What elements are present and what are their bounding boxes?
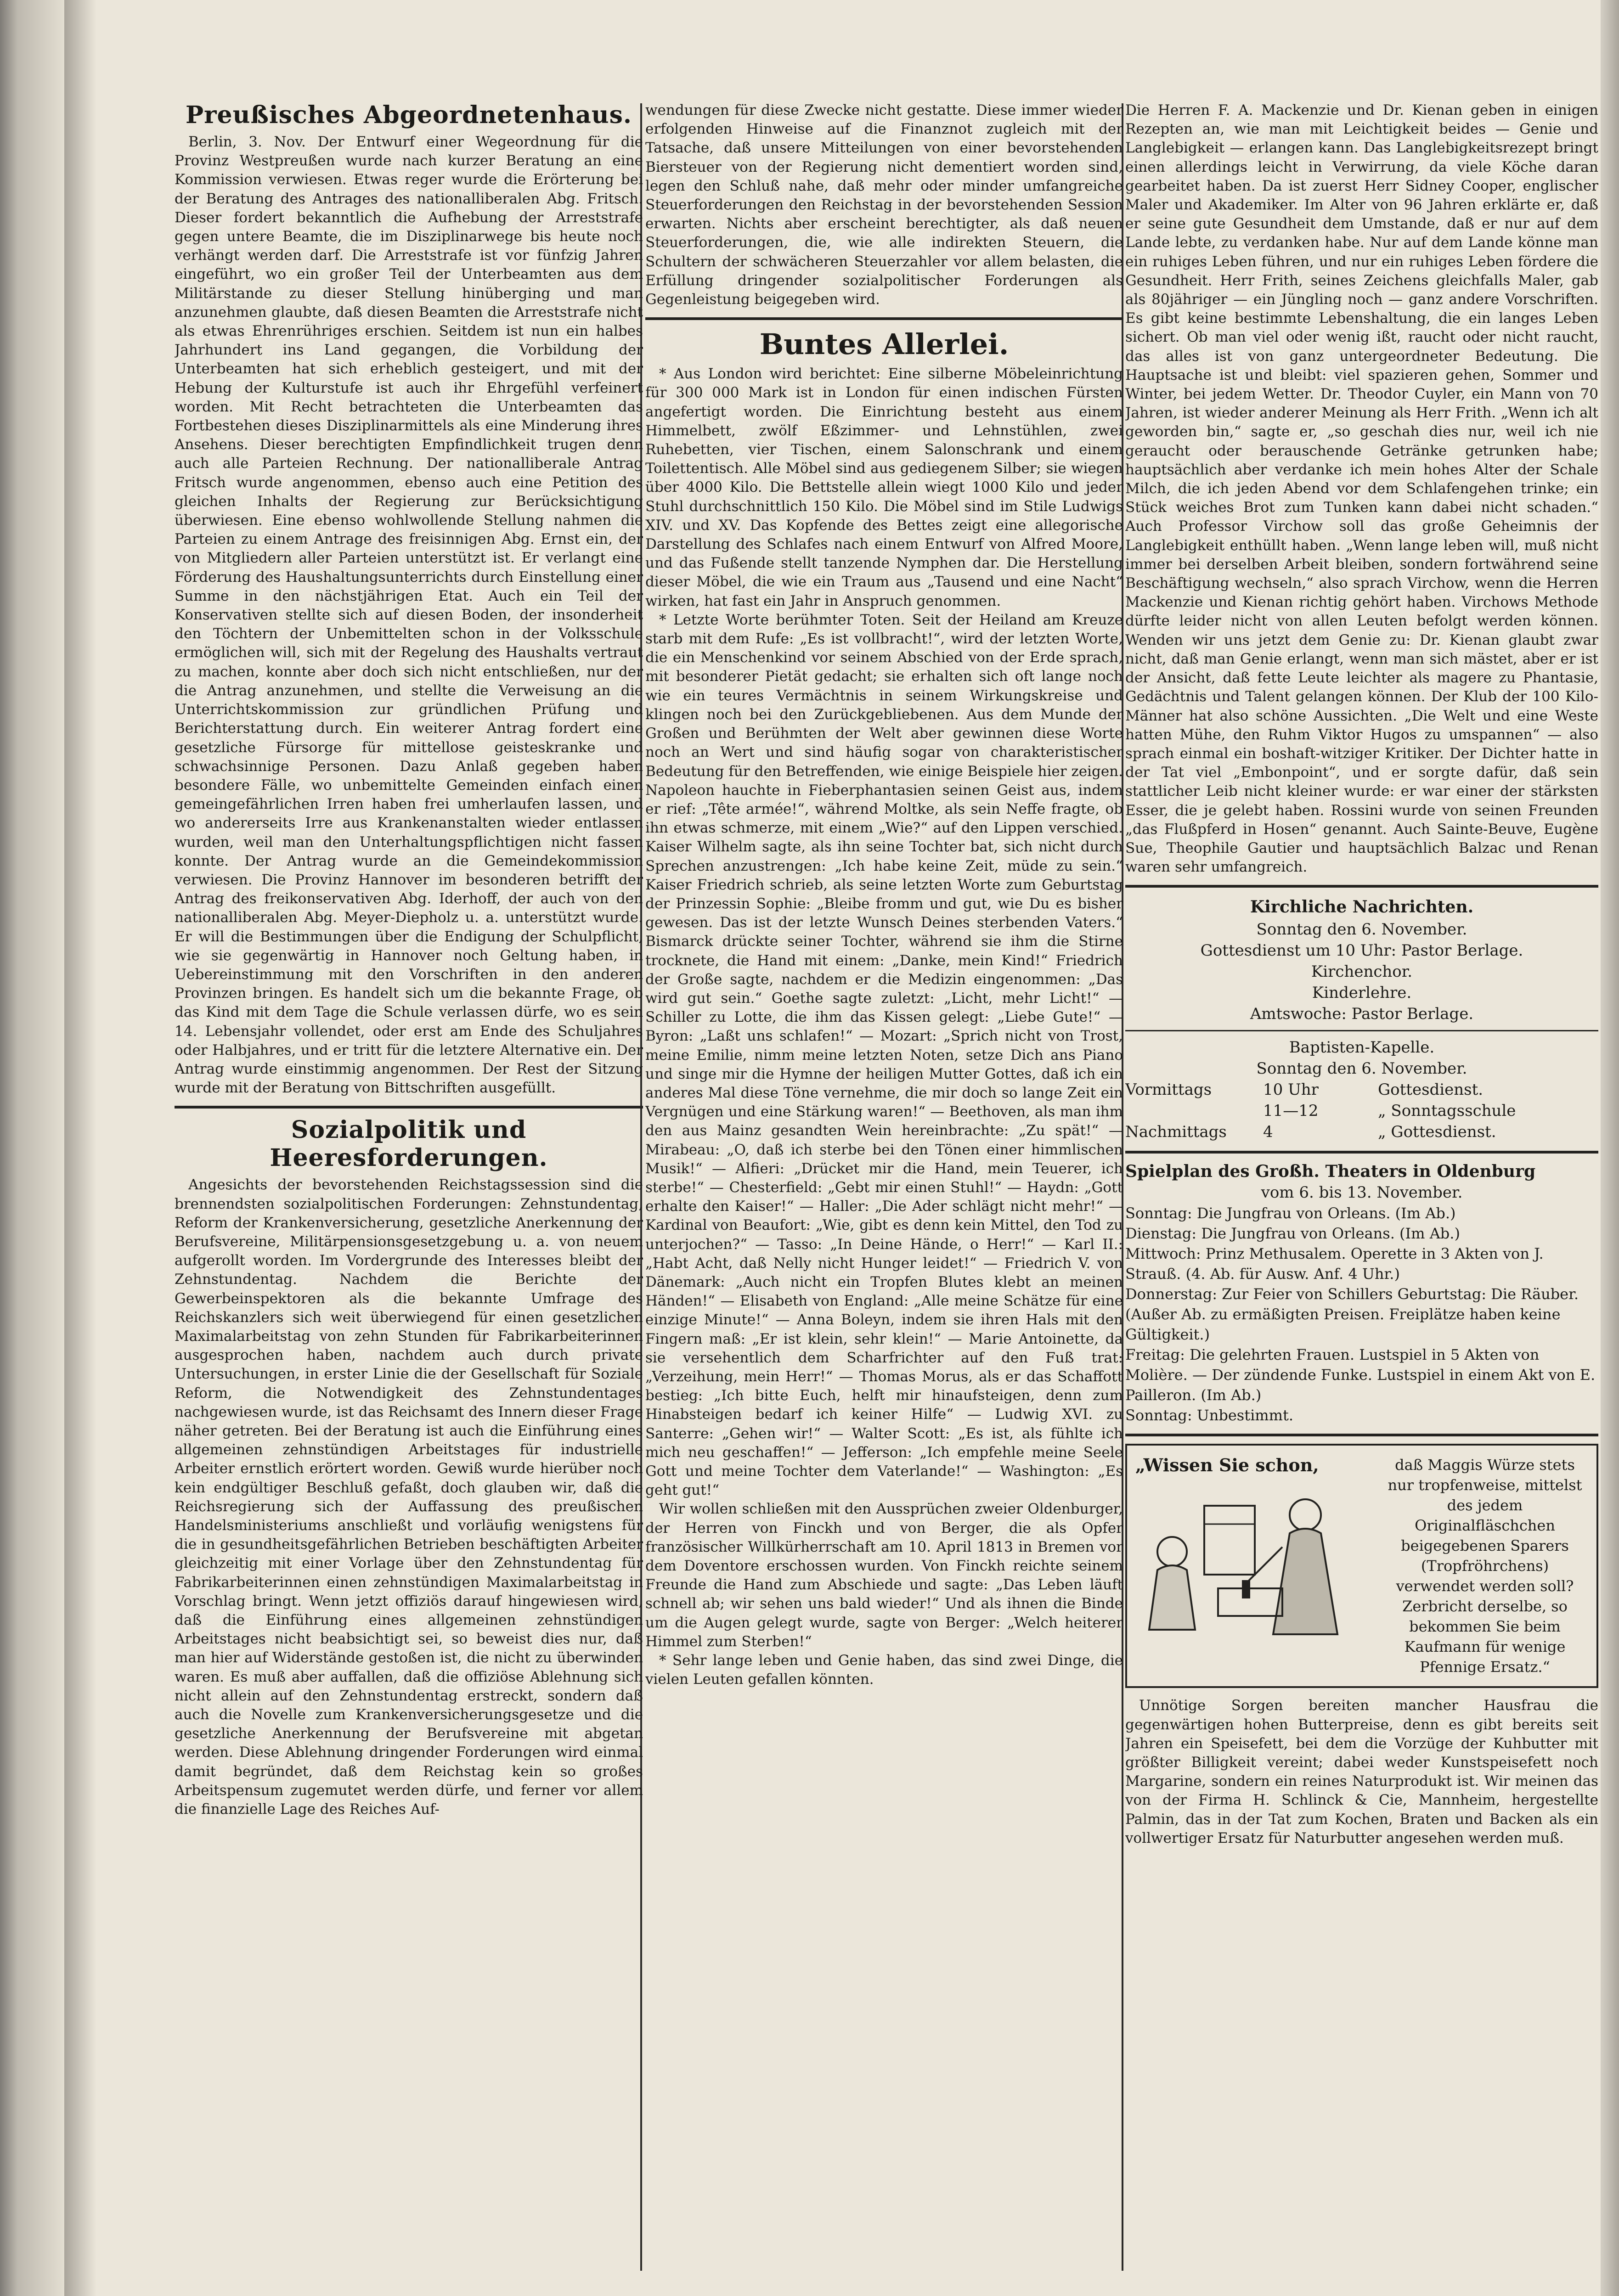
- section-divider: [645, 317, 1123, 320]
- article-continuation: wendungen für diese Zwecke nicht gestatte. Diese immer wieder erfolgenden Hinweise auf die Finanznot zugleich mit der Tatsache, daß unsere Mitteilungen von einer bevorstehenden Biersteuer von der Regierung nicht dementiert worden sind, legen den Schluß nahe, daß mehr oder minder umfangreiche Steuerforderungen den Reichstag in der bevorstehenden Session erwarten. Nichts aber erscheint berechtigter, als daß neuen Steuerforderungen, die, wie alle indirekten Steuern, die Schultern der schwächeren Steuerzahler vor allem belasten, die Erfüllung dringender sozialpolitischer Forderungen als Gegenleistung beigegeben wird.: [645, 102, 1123, 308]
- binding-shadow: [64, 0, 96, 2296]
- article-lange-leben: * Sehr lange leben und Genie haben, das sind zwei Dinge, die vielen Leuten gefallen könnten.: [645, 1652, 1123, 1688]
- section-divider: [1125, 885, 1598, 888]
- section-heading-abgeordnetenhaus: Preußisches Abgeordnetenhaus.: [186, 101, 632, 129]
- theatre-entry: Donnerstag: Zur Feier von Schillers Geburtstag: Die Räuber. (Außer Ab. zu ermäßigten Preisen. Freiplätze haben keine Gültigkeit.): [1125, 1285, 1579, 1344]
- article-oldenburger: Wir wollen schließen mit den Aussprüchen zweier Oldenburger, der Herren von Finckh und von Berger, die als Opfer französischer Willkürherrschaft am 10. April 1813 in Bremen vor dem Doventore erschossen wurden. Von Finckh reichte seinem Freunde die Hand zum Abschiede und sagte: „Das Leben läuft schnell ab; wir sehen uns bald wieder!“ Und als ihnen die Binde um die Augen gelegt wurde, sagte von Berger: „Welch heiterer Himmel zum Sterben!“: [645, 1501, 1123, 1650]
- section-heading-sozialpolitik: Sozialpolitik und Heeresforderungen.: [270, 1116, 548, 1172]
- theatre-entry: Sonntag: Unbestimmt.: [1125, 1407, 1294, 1424]
- section-heading-buntes-allerlei: Buntes Allerlei.: [759, 327, 1009, 361]
- baptist-row: Nachmittags 4 „ Gottesdienst.: [1125, 1123, 1496, 1142]
- column-1: [175, 101, 643, 2273]
- theatre-date-range: vom 6. bis 13. November.: [1261, 1183, 1463, 1202]
- advertisement-text: daß Maggis Würze stets nur tropfenweise, mittelst des jedem Originalfläschchen beigegebenen Sparers (Tropfröhrchens) verwendet werden soll? Zerbricht derselbe, so bekommen Sie beim Kaufmann für wenige Pfennige Ersatz.“: [1388, 1456, 1582, 1676]
- theatre-heading: Spielplan des Großh. Theaters in Oldenburg: [1125, 1162, 1536, 1182]
- church-service: Gottesdienst um 10 Uhr: Pastor Berlage.: [1200, 941, 1523, 960]
- theatre-entry: Freitag: Die gelehrten Frauen. Lustspiel in 5 Akten von Molière. — Der zündende Funke. Lustspiel in einem Akt von E. Pailleron. (Im Ab.): [1125, 1346, 1596, 1404]
- kitchen-scene-illustration: [1135, 1478, 1365, 1643]
- column-2: [645, 101, 1123, 2273]
- divider: [1125, 1030, 1598, 1031]
- advertisement-title: „Wissen Sie schon,: [1135, 1455, 1319, 1476]
- article-abgeordnetenhaus: Berlin, 3. Nov. Der Entwurf einer Wegeordnung für die Provinz Westpreußen wurde nach kurzer Beratung an eine Kommission verwiesen. Etwas reger wurde die Erörterung bei der Beratung des Antrages des nationalliberalen Abg. Fritsch. Dieser fordert bekanntlich die Aufhebung der Arreststrafe gegen untere Beamte, die im Disziplinarwege bis heute noch verhängt werden darf. Die Arreststrafe ist vor fünfzig Jahren eingeführt, wo ein großer Teil der Unterbeamten aus dem Militärstande zu dieser Stellung hinüberging und man anzunehmen glaubte, daß diesen Beamten die Arreststrafe nicht als etwas Ehrenrühriges erschien. Seitdem ist nun ein halbes Jahrhundert ins Land gegangen, die Vorbildung der Unterbeamten hat sich erheblich gesteigert, und mit der Hebung der Kulturstufe ist auch ihr Ehrgefühl verfeinert worden. Mit Recht betrachteten die Unterbeamten das Fortbestehen dieses Disziplinarmittels als eine Minderung ihres Ansehens. Dieser berechtigten Empfindlichkeit trugen denn auch alle Parteien Rechnung. Der nationalliberale Antrag Fritsch wurde angenommen, ebenso auch eine Petition des gleichen Inhalts der Regierung zur Berücksichtigung überwiesen. Eine ebenso wohlwollende Stellung nahmen die Parteien zu einem Antrage des freisinnigen Abg. Ernst ein, der von Mitgliedern aller Parteien unterstützt ist. Er verlangt eine Förderung des Haushaltungsunterrichts durch Einstellung einer Summe in den nächstjährigen Etat. Auch ein Teil der Konservativen stellte sich auf diesen Boden, der insonderheit den Töchtern der Unbemittelten schon in der Volksschule ermöglichen will, sich mit der Regelung des Haushalts vertraut zu machen, konnte aber doch sich nicht entschließen, nur der die Antrag anzunehmen, und stellte die Verweisung an die Unterrichtskommission zur gründlichen Prüfung und Berichterstattung durch. Ein weiterer Antrag fordert eine gesetzliche Fürsorge für mittellose geisteskranke und schwachsinnige Personen. Dazu Anlaß gegeben haben besondere Fälle, wo unbemittelte Gemeinden einfach einen gemeingefährlichen Irren haben frei umherlaufen lassen, und wo andererseits Irre aus Krankenanstalten wieder entlassen wurden, weil man den Unterhaltungspflichtigen nicht fassen konnte. Der Antrag wurde an die Gemeindekommission verwiesen. Die Provinz Hannover im besonderen betrifft der Antrag des freikonservativen Abg. Iderhoff, der auch von den nationalliberalen Abg. Meyer-Diepholz u. a. unterstützt wurde. Er will die Bestimmungen über die Endigung der Schulpflicht, wie sie gegenwärtig in Hannover noch Geltung haben, in Uebereinstimmung mit den Vorschriften in den anderen Provinzen bringen. Es handelt sich um die bekannte Frage, ob das Kind mit dem Tage die Schule verlassen dürfe, wo es sein 14. Lebensjahr vollendet, oder erst am Ende des Schuljahres oder Halbjahres, und er tritt für die letztere Alternative ein. Der Antrag wurde einstimmig angenommen. Der Rest der Sitzung wurde mit der Beratung von Bittschriften ausgefüllt.: [175, 134, 643, 1097]
- baptist-heading: Baptisten-Kapelle.: [1289, 1038, 1435, 1057]
- article-letzte-worte: * Letzte Worte berühmter Toten. Seit der Heiland am Kreuze starb mit dem Rufe: „Es ist vollbracht!“, wird der letzten Worte, die ein Menschenkind vor seinem Abschied von der Erde sprach, mit besonderer Pietät gedacht; sie erhalten sich oft lange noch wie ein teures Vermächtnis in seinem Wirkungskreise und klingen noch bei den Zurückgebliebenen. Aus dem Munde der Großen und Berühmten der Welt aber gewinnen diese Worte noch an Wert und sind häufig sogar von charakteristischer Bedeutung für den Betreffenden, wie einige Beispiele hier zeigen. Napoleon hauchte in Fieberphantasien seinen Geist aus, indem er rief: „Tête armée!“, während Moltke, als sein Neffe fragte, ob ihn etwas schmerze, mit einem „Wie?“ auf den Lippen verschied. Kaiser Wilhelm sagte, als ihn seine Tochter bat, sich nicht durch Sprechen anzustrengen: „Ich habe keine Zeit, müde zu sein.“ Kaiser Friedrich schrieb, als seine letzten Worte zum Geburtstag der Prinzessin Sophie: „Bleibe fromm und gut, wie Du es bisher gewesen. Das ist der letzte Wunsch Deines sterbenden Vaters.“ Bismarck drückte seiner Tochter, während sie ihm die Stirne trocknete, die Hand mit einem: „Danke, mein Kind!“ Friedrich der Große sagte, nachdem er die Medizin eingenommen: „Das wird gut sein.“ Goethe sagte zuletzt: „Licht, mehr Licht!“ — Schiller zu Lotte, die ihm das Kissen gelegt: „Liebe Gute!“ — Byron: „Laßt uns schlafen!“ — Mozart: „Sprich nicht von Trost, meine Emilie, nimm meine letzten Noten, setze Dich ans Piano und singe mir die Hymne der heiligen Mutter Gottes, daß ich ein anderes Mal diese Töne vernehme, die mir doch so lange Zeit ein Vergnügen und eine Stärkung waren!“ — Beethoven, als man ihm den aus Mainz gesandten Wein hereinbrachte: „Zu spät!“ — Mirabeau: „O, daß ich sterbe bei den Tönen einer himmlischen Musik!“ — Alfieri: „Drücket mir die Hand, mein Teuerer, ich sterbe!“ — Chesterfield: „Gebt mir einen Stuhl!“ — Haydn: „Gott erhalte den Kaiser!“ — Haller: „Die Ader schlägt nicht mehr!“ — Kardinal von Beaufort: „Wie, gibt es denn kein Mittel, den Tod zu unterjochen?“ — Tasso: „In Deine Hände, o Herr!“ — Karl II.: „Habt Acht, daß Nelly nicht Hunger leidet!“ — Friedrich V. von Dänemark: „Auch nicht ein Tropfen Blutes klebt an meinen Händen!“ — Elisabeth von England: „Alle meine Schätze für eine einzige Minute!“ — Anna Boleyn, indem sie ihren Hals mit den Fingern maß: „Er ist klein, sehr klein!“ — Marie Antoinette, da sie versehentlich dem Scharfrichter auf den Fuß trat: „Verzeihung, mein Herr!“ — Thomas Morus, als er das Schaffott bestieg: „Ich bitte Euch, helft mir hinaufsteigen, denn zum Hinabsteigen bedarf ich keiner Hilfe“ — Ludwig XVI. zu Santerre: „Gehen wir!“ — Walter Scott: „Es ist, als fühlte ich mich neu geschaffen!“ — Jefferson: „Ich empfehle meine Seele Gott und meine Tochter dem Vaterlande!“ — Washington: „Es geht gut!“: [645, 611, 1123, 1499]
- column-3: [1125, 101, 1598, 2273]
- church-kinderlehre: Kinderlehre.: [1312, 984, 1412, 1002]
- theatre-entry: Sonntag: Die Jungfrau von Orleans. (Im Ab.): [1125, 1204, 1456, 1222]
- advertisement-illustration: [1135, 1455, 1374, 1677]
- article-continuation: Die Herren F. A. Mackenzie und Dr. Kienan geben in einigen Rezepten an, wie man mit Leichtigkeit beides — Genie und Langlebigkeit — erlangen kann. Das Langlebigkeitsrezept bringt einen allerdings leicht in Verwirrung, da viele Köche daran gearbeitet haben. Da ist zuerst Herr Sidney Cooper, englischer Maler und Akademiker. Im Alter von 96 Jahren erklärte er, daß er seine gute Gesundheit dem Umstande, daß er nur auf dem Lande lebte, zu verdanken habe. Nur auf dem Lande könne man ein ruhiges Leben führen, und nur ein ruhiges Leben fördere die Gesundheit. Herr Frith, seines Zeichens gleichfalls Maler, gab als 80jähriger — ein Jüngling noch — ganz andere Vorschriften. Es gibt keine bestimmte Lebenshaltung, die ein langes Leben sichert. Ob man viel oder wenig ißt, raucht oder nicht raucht, das alles ist von ganz untergeordneter Bedeutung. Die Hauptsache ist und bleibt: viel spazieren gehen, Sommer und Winter, bei jedem Wetter. Dr. Theodor Cuyler, ein Mann von 70 Jahren, ist wieder anderer Meinung als Herr Frith. „Wenn ich alt geworden bin,“ sagte er, „so geschah dies nur, weil ich nie geraucht oder berauschende Getränke getrunken habe; hauptsächlich aber verdanke ich mein hohes Alter der Schale Milch, die ich jeden Abend vor dem Schlafengehen trinke; ein Stück weiches Brot zum Tunken kann dabei nicht schaden.“ Auch Professor Virchow soll das große Geheimnis der Langlebigkeit enthüllt haben. „Wenn lange leben will, muß nicht immer bei derselben Arbeit bleiben, sondern fortwährend seine Beschäftigung wechseln,“ also sprach Virchow, wenn die Herren Mackenzie und Kienan richtig gehört haben. Virchows Methode dürfte leider nicht von allen Leuten befolgt werden können. Wenden wir uns jetzt dem Genie zu: Dr. Kienan glaubt zwar nicht, daß man Genie erlangt, wenn man sich mästet, aber er ist der Ansicht, daß fette Leute leichter als magere zu Phantasie, Gedächtnis und Talent gelangen können. Der Klub der 100 Kilo-Männer hat also schöne Aussichten. „Die Welt und eine Weste hatten Mühe, den Ruhm Viktor Hugos zu umspannen“ — also sprach einmal ein boshaft-witziger Kritiker. Der Dichter hatte in der Tat viel „Embonpoint“, und er sorgte dafür, daß sein stattlicher Leib nicht kleiner wurde: er war einer der stärksten Esser, die je gelebt haben. Rossini wurde von seinen Freunden „das Flußpferd in Hosen“ genannt. Auch Sainte-Beuve, Eugène Sue, Theophile Gautier und hauptsächlich Balzac und Renan waren sehr umfangreich.: [1125, 102, 1598, 876]
- palmin-notice: Unnötige Sorgen bereiten mancher Hausfrau die gegenwärtigen hohen Butterpreise, denn es gibt bereits seit Jahren ein Speisefett, bei dem die Vorzüge der Kuhbutter mit größter Billigkeit vereint; dabei weder Kunstspeisefett noch Margarine, sondern ein reines Naturprodukt ist. Wir meinen das von der Firma H. Schlinck & Cie, Mannheim, hergestellte Palmin, das in der Tat zum Kochen, Braten und Backen als ein vollwertiger Ersatz für Naturbutter angesehen werden muß.: [1125, 1697, 1598, 1846]
- church-choir: Kirchenchor.: [1311, 962, 1413, 981]
- article-silberne-moebel: * Aus London wird berichtet: Eine silberne Möbeleinrichtung für 300 000 Mark ist in London für einen indischen Fürsten angefertigt worden. Die Einrichtung besteht aus einem Himmelbett, zwölf Eßzimmer- und Lehnstühlen, zwei Ruhebetten, vier Tischen, einem Salonschrank und einem Toilettentisch. Alle Möbel sind aus gediegenem Silber; sie wiegen über 4000 Kilo. Die Bettstelle allein wiegt 1000 Kilo und jeder Stuhl durchschnittlich 150 Kilo. Die Möbel sind im Stile Ludwigs XIV. und XV. Das Kopfende des Bettes zeigt eine allegorische Darstellung des Schlafes nach einem Entwurf von Alfred Moore, und das Fußende stellt tanzende Nymphen dar. Die Herstellung dieser Möbel, die wie ein Traum aus „Tausend und eine Nacht“ wirken, hat fast ein Jahr in Anspruch genommen.: [645, 366, 1123, 609]
- church-date: Sonntag den 6. November.: [1256, 920, 1467, 939]
- baptist-date: Sonntag den 6. November.: [1256, 1059, 1467, 1078]
- section-divider: [1125, 1151, 1598, 1154]
- section-divider: [175, 1106, 643, 1109]
- maggi-advertisement: [1125, 1444, 1598, 1688]
- church-amtswoche: Amtswoche: Pastor Berlage.: [1250, 1005, 1474, 1024]
- theatre-entry: Dienstag: Die Jungfrau von Orleans. (Im Ab.): [1125, 1225, 1460, 1243]
- church-heading: Kirchliche Nachrichten.: [1250, 897, 1474, 917]
- section-divider: [1125, 1434, 1598, 1436]
- baptist-row: 11—12 „ Sonntagsschule: [1263, 1102, 1516, 1120]
- article-sozialpolitik: Angesichts der bevorstehenden Reichstagssession sind die brennendsten sozialpolitischen Forderungen: Zehnstundentag, Reform der Krankenversicherung, gesetzliche Anerkennung der Berufsvereine, Militärpensionsgesetzgebung u. a. von neuem aufgerollt worden. Im Vordergrunde des Interesses bleibt der Zehnstundentag. Nachdem die Berichte der Gewerbeinspektoren als die bekannte Umfrage des Reichskanzlers sich weit überwiegend für einen gesetzlichen Maximalarbeitstag von zehn Stunden für Fabrikarbeiterinnen ausgesprochen haben, nachdem auch durch private Untersuchungen, in erster Linie die der Gesellschaft für Soziale Reform, die Notwendigkeit des Zehnstundentages nachgewiesen wurde, ist das Reichsamt des Innern dieser Frage näher getreten. Bei der Beratung ist auch die Einführung eines allgemeinen zehnstündigen Arbeitstages für industrielle Arbeiter ernstlich erörtert worden. Gewiß wurde hierüber noch kein endgültiger Beschluß gefaßt, doch glauben wir, daß die Reichsregierung sich der Auffassung des preußischen Handelsministeriums anschließt und vorläufig wenigstens für die in gesundheitsgefährlichen Betrieben beschäftigten Arbeiter gleichzeitig mit einer Vorlage über den Zehnstundentag für Fabrikarbeiterinnen einen zehnstündigen Maximalarbeitstag in Vorschlag bringt. Wenn jetzt offiziös darauf hingewiesen wird, daß die Einführung eines allgemeinen zehnstündigen Arbeitstages nicht beabsichtigt sei, so beweist dies nur, daß man hier auf Widerstände gestoßen ist, die nicht zu überwinden waren. Es muß aber auffallen, daß die offiziöse Ablehnung sich nicht allein auf den Zehnstundentag erstreckt, sondern daß auch die Novelle zum Krankenversicherungsgesetze und die gesetzliche Anerkennung der Berufsvereine mit abgetan werden. Diese Ablehnung dringender Forderungen wird einmal damit begründet, daß dem Reichstag kein so großes Arbeitspensum zugemutet werden dürfe, und ferner vor allem die finanzielle Lage des Reiches Auf-: [175, 1176, 643, 1818]
- theatre-entry: Mittwoch: Prinz Methusalem. Operette in 3 Akten von J. Strauß. (4. Ab. für Ausw. Anf. 4 Uhr.): [1125, 1245, 1544, 1283]
- baptist-row: Vormittags 10 Uhr Gottesdienst.: [1125, 1080, 1484, 1099]
